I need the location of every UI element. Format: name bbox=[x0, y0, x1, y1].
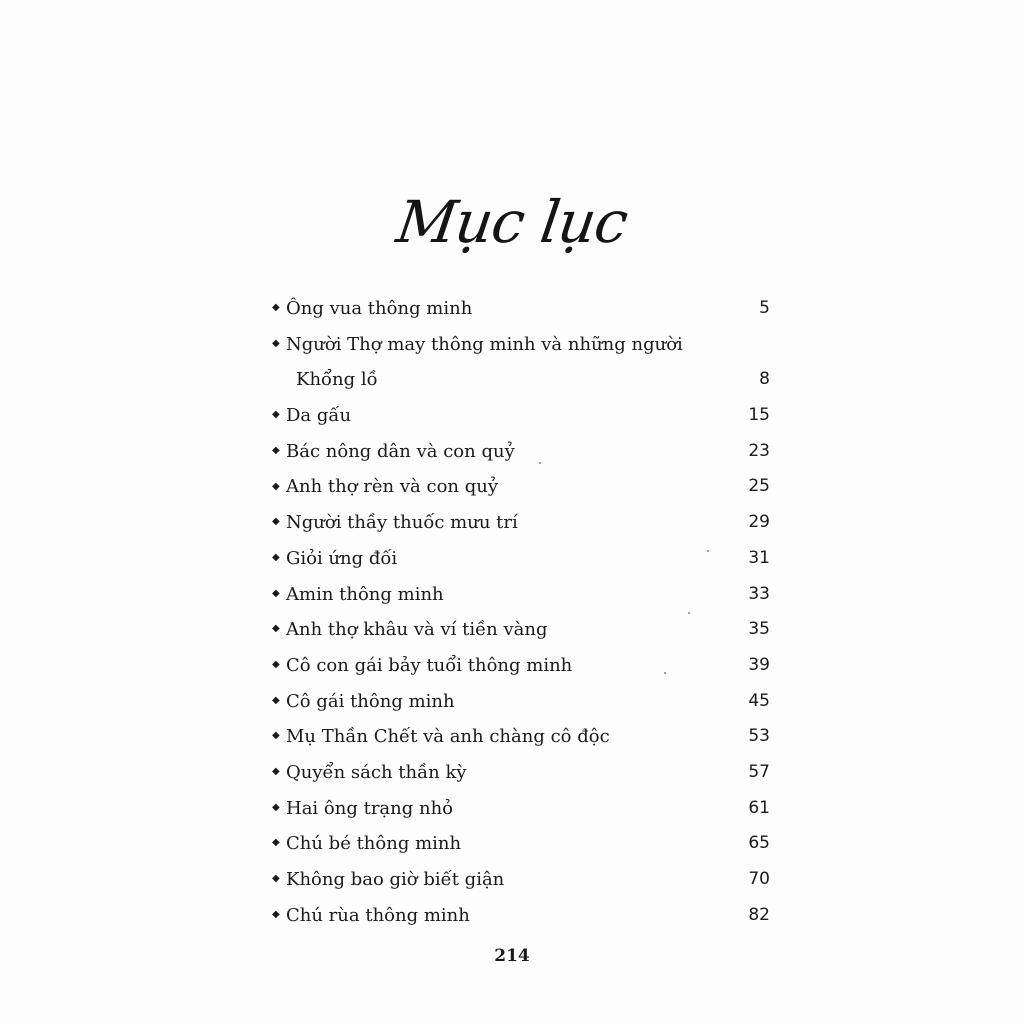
toc-entry-page: 23 bbox=[748, 440, 770, 461]
diamond-bullet-icon: ◆ bbox=[272, 409, 280, 421]
toc-entry-page: 82 bbox=[748, 904, 770, 925]
toc-entry bbox=[272, 826, 772, 862]
toc-entry-title: Mụ Thần Chết và anh chàng cô độc bbox=[286, 726, 610, 748]
toc-entry-title: Anh thợ rèn và con quỷ bbox=[286, 476, 499, 498]
toc-entry-page: 39 bbox=[748, 654, 770, 675]
toc-entry bbox=[272, 434, 772, 470]
toc-entry bbox=[272, 862, 772, 898]
diamond-bullet-icon: ◆ bbox=[272, 480, 280, 492]
toc-entry-title: Bác nông dân và con quỷ bbox=[286, 440, 515, 462]
toc-entry-page: 45 bbox=[748, 690, 770, 711]
table-of-contents bbox=[272, 291, 772, 933]
diamond-bullet-icon: ◆ bbox=[272, 730, 280, 742]
toc-entry-page: 35 bbox=[748, 619, 770, 640]
page-title: Mục lục bbox=[392, 188, 632, 256]
page-number: 214 bbox=[494, 946, 530, 966]
toc-entry bbox=[272, 291, 772, 327]
toc-entry bbox=[272, 541, 772, 577]
toc-entry bbox=[272, 791, 772, 827]
toc-entry-page: 70 bbox=[748, 869, 770, 889]
toc-entry-title: Chú rùa thông minh bbox=[286, 904, 470, 926]
scan-speck bbox=[707, 550, 709, 552]
diamond-bullet-icon: ◆ bbox=[272, 659, 280, 671]
toc-entry bbox=[272, 327, 772, 363]
diamond-bullet-icon: ◆ bbox=[272, 444, 280, 456]
diamond-bullet-icon: ◆ bbox=[272, 587, 280, 599]
toc-entry-title: Khổng lồ bbox=[296, 369, 378, 391]
diamond-bullet-icon: ◆ bbox=[272, 516, 280, 528]
toc-entry bbox=[272, 684, 772, 720]
toc-entry-page: 29 bbox=[748, 512, 770, 533]
diamond-bullet-icon: ◆ bbox=[272, 873, 280, 885]
toc-entry-title: Cô con gái bảy tuổi thông minh bbox=[286, 654, 573, 676]
toc-entry-title: Da gấu bbox=[286, 405, 352, 427]
toc-entry bbox=[272, 469, 772, 505]
toc-entry bbox=[272, 755, 772, 791]
diamond-bullet-icon: ◆ bbox=[272, 302, 280, 314]
toc-entry bbox=[272, 362, 772, 398]
toc-entry bbox=[272, 898, 772, 934]
toc-entry-page: 33 bbox=[748, 583, 770, 604]
toc-entry-page: 8 bbox=[759, 369, 770, 390]
toc-entry-title: Anh thợ khâu và ví tiền vàng bbox=[286, 619, 548, 641]
toc-entry-page: 15 bbox=[748, 405, 770, 426]
toc-entry-title: Amin thông minh bbox=[286, 583, 444, 605]
toc-entry-title: Quyển sách thần kỳ bbox=[286, 761, 467, 783]
toc-entry bbox=[272, 612, 772, 648]
toc-entry-page: 53 bbox=[748, 726, 770, 747]
toc-entry bbox=[272, 505, 772, 541]
toc-entry-page: 5 bbox=[759, 298, 770, 318]
diamond-bullet-icon: ◆ bbox=[272, 837, 280, 849]
scan-speck bbox=[539, 462, 541, 464]
diamond-bullet-icon: ◆ bbox=[272, 551, 280, 563]
toc-entry-title: Người thầy thuốc mưu trí bbox=[286, 512, 518, 534]
diamond-bullet-icon: ◆ bbox=[272, 623, 280, 635]
diamond-bullet-icon: ◆ bbox=[272, 694, 280, 706]
toc-entry bbox=[272, 398, 772, 434]
diamond-bullet-icon: ◆ bbox=[272, 801, 280, 813]
toc-entry bbox=[272, 719, 772, 755]
scan-speck bbox=[688, 612, 690, 614]
toc-entry-title: Không bao giờ biết giận bbox=[286, 869, 505, 890]
toc-entry-page: 25 bbox=[748, 476, 770, 497]
diamond-bullet-icon: ◆ bbox=[272, 766, 280, 778]
toc-entry bbox=[272, 577, 772, 613]
toc-entry-page: 57 bbox=[748, 761, 770, 782]
toc-entry-page: 31 bbox=[748, 547, 770, 568]
diamond-bullet-icon: ◆ bbox=[272, 908, 280, 920]
toc-entry-title: Người Thợ may thông minh và những người bbox=[286, 333, 683, 355]
toc-entry-title: Giỏi ứng đối bbox=[286, 547, 398, 569]
toc-entry-title: Ông vua thông minh bbox=[286, 298, 473, 319]
toc-entry-title: Chú bé thông minh bbox=[286, 833, 462, 855]
toc-entry bbox=[272, 648, 772, 684]
toc-entry-title: Hai ông trạng nhỏ bbox=[286, 797, 454, 819]
toc-entry-title: Cô gái thông minh bbox=[286, 690, 455, 712]
scan-speck bbox=[664, 672, 666, 674]
toc-entry-page: 65 bbox=[748, 833, 770, 854]
toc-entry-page: 61 bbox=[748, 797, 770, 818]
diamond-bullet-icon: ◆ bbox=[272, 337, 280, 349]
